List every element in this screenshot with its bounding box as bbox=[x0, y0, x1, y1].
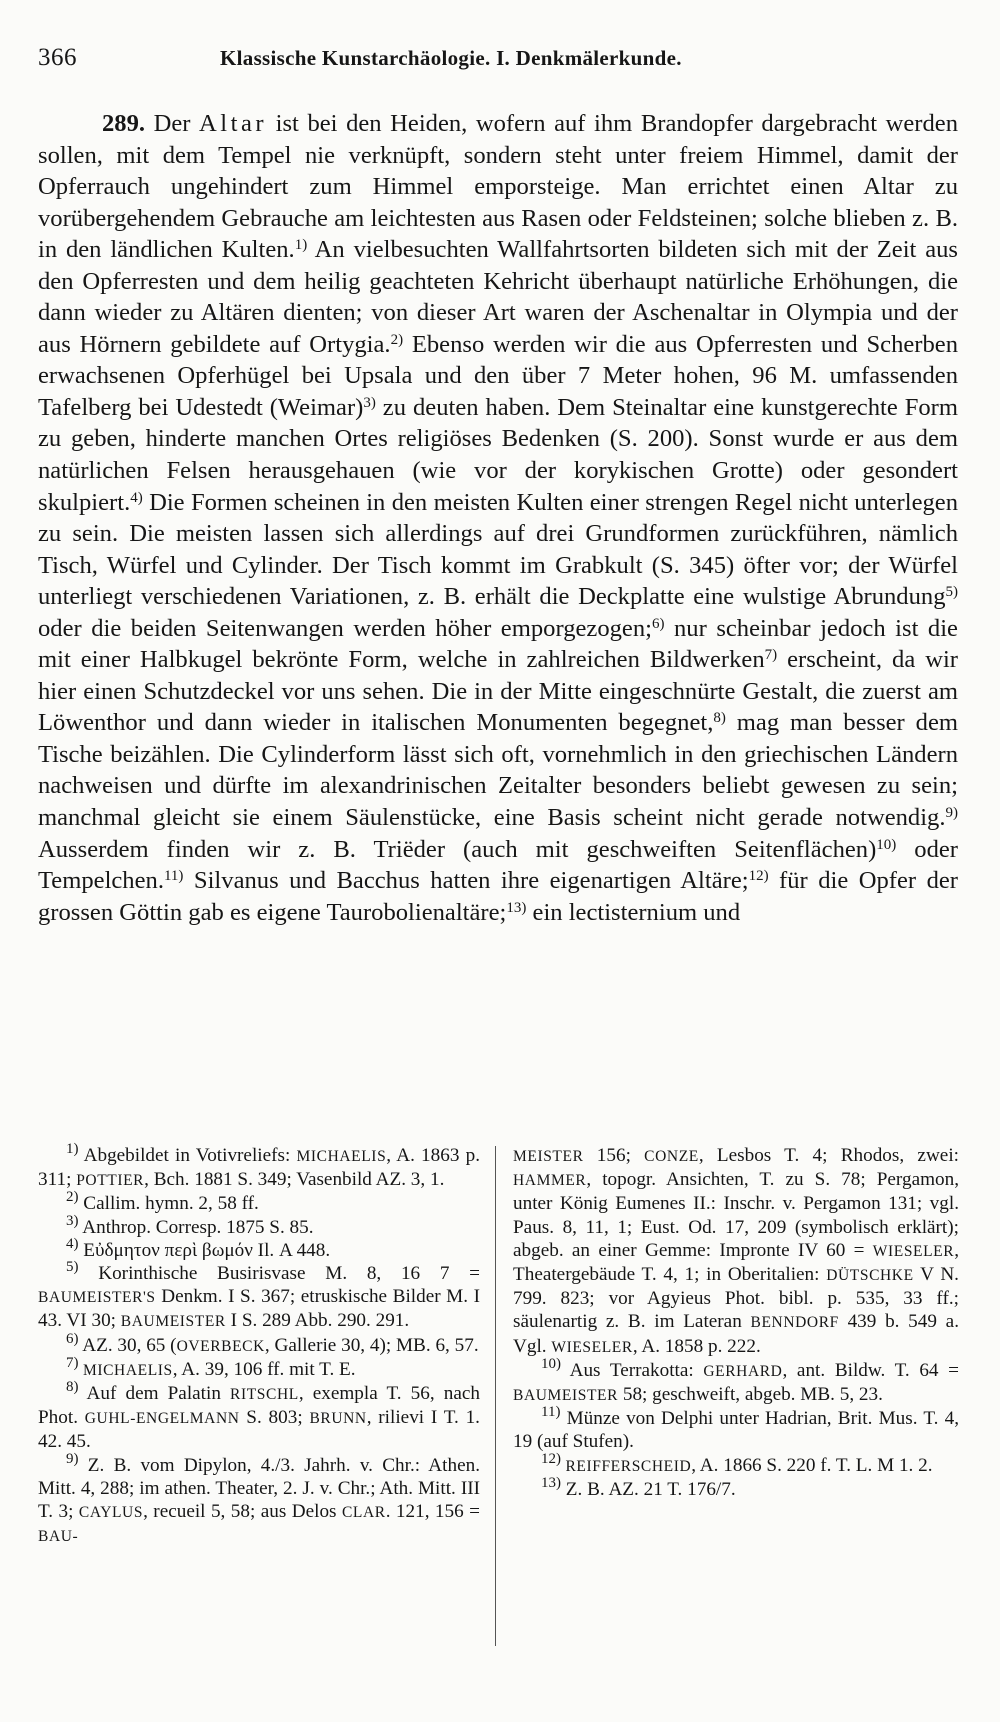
text-run: S. 803; bbox=[239, 1407, 310, 1429]
text-run: nur scheinbar jedoch ist die mit einer Halbkugel bekrönte Form, welche in zahlreichen Bildwerken bbox=[38, 614, 958, 674]
text-run: Silvanus und Bacchus hatten ihre eigenartigen Altäre; bbox=[183, 867, 749, 895]
footnote-12 bbox=[513, 1450, 959, 1478]
text-run: V N. 799. 823; vor Agyieus Phot. bibl. p. 535, 33 ff.; säulenartig z. B. im Lateran bbox=[513, 1264, 959, 1333]
text-run: , exempla T. 56, nach Phot. bbox=[38, 1383, 480, 1429]
main-text bbox=[38, 108, 958, 928]
author-name: CLAR bbox=[341, 1504, 386, 1522]
text-run: , Bch. 1881 S. 349; Vasenbild AZ. 3, 1. bbox=[144, 1169, 445, 1191]
text-run: zu deuten haben. Dem Steinaltar eine kunstgerechte Form zu geben, hinderte manchen Ortes religiöses Bedenken (S. 200). Sonst wurde er aus dem natürlichen Felsen herausgehauen (wie vor der korykischen Grotte) oder gesondert skulpiert. bbox=[38, 393, 958, 516]
text-run: , ant. Bildw. T. 64 = bbox=[782, 1359, 959, 1381]
text-run: , rilievi I T. 1. 42. 45. bbox=[38, 1407, 480, 1453]
footnotes bbox=[38, 1141, 960, 1664]
text-run: , A. 1863 p. 311; bbox=[38, 1145, 480, 1191]
footnote-9-continued bbox=[513, 1144, 959, 1359]
column-divider bbox=[495, 1146, 496, 1646]
author-name: DÜTSCHKE bbox=[826, 1267, 914, 1285]
footnote-mark: 11) bbox=[541, 1404, 561, 1421]
footnote-ref[interactable]: 2) bbox=[390, 331, 404, 348]
text-run: oder Tempelchen. bbox=[38, 835, 958, 895]
paragraph-289 bbox=[38, 108, 958, 928]
emphasized-term: Altar bbox=[199, 110, 268, 137]
text-run: Der bbox=[145, 110, 200, 137]
text-run: Denkm. I S. 367; etruskische Bilder M. I 43. VI 30; bbox=[38, 1286, 480, 1332]
text-run: I S. 289 Abb. 290. 291. bbox=[225, 1310, 410, 1332]
text-run: Εὐδμητον περὶ βωμόν Il. Α 448. bbox=[78, 1239, 331, 1261]
text-run: An vielbesuchten Wallfahrtsorten bildeten sich mit der Zeit aus den Opferresten und dem heilig geachteten Kehricht überhaupt natürliche Erhöhungen, die dann wieder zu Altären dienten; von dieser Art waren der Aschenaltar in Olympia und der aus Hörnern gebildete auf Ortygia. bbox=[38, 236, 958, 358]
text-run: oder die beiden Seitenwangen werden höher emporgezogen; bbox=[38, 614, 652, 642]
text-run: 439 b. 549 a. Vgl. bbox=[513, 1311, 959, 1357]
text-run: , A. 1858 p. 222. bbox=[632, 1335, 761, 1357]
text-run: 58; geschweift, abgeb. MB. 5, 23. bbox=[618, 1384, 883, 1406]
text-run: Auf dem Palatin bbox=[78, 1383, 231, 1405]
footnote-10 bbox=[513, 1355, 959, 1407]
page-number: 366 bbox=[38, 44, 77, 71]
text-run: Anthrop. Corresp. 1875 S. 85. bbox=[78, 1216, 314, 1238]
author-name: BRUNN bbox=[309, 1410, 367, 1428]
author-name: CONZE bbox=[644, 1148, 699, 1165]
author-name: OVERBECK bbox=[176, 1337, 265, 1355]
footnote-mark: 4) bbox=[66, 1235, 79, 1252]
author-name: REIFFERSCHEID bbox=[561, 1457, 692, 1475]
footnotes-right-column bbox=[513, 1144, 959, 1501]
footnote-7 bbox=[38, 1354, 480, 1382]
footnote-mark: 3) bbox=[66, 1212, 79, 1229]
footnote-ref[interactable]: 1) bbox=[294, 237, 308, 254]
author-name: GUHL-ENGELMANN bbox=[84, 1410, 240, 1428]
footnote-8 bbox=[38, 1379, 480, 1454]
text-run: ein lectisternium und bbox=[526, 898, 741, 926]
footnote-mark: 5) bbox=[66, 1259, 79, 1276]
author-name: BAUMEISTER bbox=[513, 1387, 619, 1405]
text-run: , A. 1866 S. 220 f. T. L. M 1. 2. bbox=[691, 1454, 933, 1476]
footnote-mark: 2) bbox=[66, 1189, 79, 1206]
text-run: AZ. 30, 65 ( bbox=[78, 1334, 177, 1356]
footnote-mark: 8) bbox=[66, 1379, 79, 1396]
text-run: für die Opfer der grossen Göttin gab es eigene Taurobolienaltäre; bbox=[38, 867, 958, 926]
text-run: Ebenso werden wir die aus Opferresten und Scherben erwachsenen Opferhügel bei Upsala und den über 7 Meter hohen, 96 M. umfassenden Tafelberg bei Udestedt (Weimar) bbox=[38, 330, 958, 421]
footnote-mark: 9) bbox=[66, 1450, 79, 1467]
section-number: 289. bbox=[102, 110, 146, 137]
author-name: MICHAELIS bbox=[78, 1361, 173, 1379]
footnote-1 bbox=[38, 1141, 480, 1192]
footnotes-left-column bbox=[38, 1141, 480, 1548]
footnote-ref[interactable]: 8) bbox=[713, 710, 726, 727]
text-run: Z. B. AZ. 21 T. 176/7. bbox=[561, 1478, 736, 1500]
footnote-mark: 12) bbox=[541, 1450, 561, 1467]
text-run: , A. 39, 106 ff. mit T. E. bbox=[172, 1358, 356, 1380]
footnote-3 bbox=[38, 1212, 480, 1239]
page-header bbox=[38, 44, 958, 84]
footnote-9 bbox=[38, 1450, 480, 1549]
text-run: Callim. hymn. 2, 58 ff. bbox=[78, 1193, 259, 1215]
author-name: BAU- bbox=[38, 1528, 79, 1546]
text-run: , Theatergebäude T. 4, 1; in Oberitalien: bbox=[513, 1239, 959, 1286]
footnote-ref[interactable]: 11) bbox=[163, 868, 184, 885]
footnote-ref[interactable]: 5) bbox=[945, 584, 958, 601]
footnote-ref[interactable]: 4) bbox=[130, 489, 143, 506]
text-run: 156; bbox=[583, 1145, 645, 1166]
text-run: Aus Terrakotta: bbox=[561, 1359, 704, 1381]
text-run: erscheint, da wir hier einen Schutzdeckel vor uns sehen. Die in der Mitte eingeschnürte Gestalt, die zuerst am Löwenthor und dann wieder in italischen Monumenten begegnet, bbox=[38, 646, 959, 737]
text-run: , topogr. Ansichten, T. zu S. 78; Pergamon, unter König Eumenes II.: Inschr. v. Pergamon 131; vgl. Paus. 8, 11, 1; Eust. Od. 17, 209 (symbolisch erklärt); abgeb. an einer Gemme: Impronte IV 60 = bbox=[513, 1169, 959, 1261]
author-name: GERHARD bbox=[703, 1362, 783, 1380]
text-run: ist bei den Heiden, wofern auf ihm Brandopfer dargebracht werden sollen, mit dem Tempel nie verknüpft, sondern steht unter freiem Himmel, damit der Opferrauch ungehindert zum Himmel emporsteige. Man errichtet einen Altar zu vorübergehendem Gebrauche am leichtesten aus Rasen oder Feldsteinen; solche blieben z. B. in den ländlichen Kulten. bbox=[38, 110, 958, 264]
text-run: . 121, 156 = bbox=[385, 1501, 480, 1523]
text-run: , recueil 5, 58; aus Delos bbox=[143, 1501, 342, 1523]
footnote-4 bbox=[38, 1235, 480, 1262]
author-name: RITSCHL bbox=[230, 1386, 299, 1404]
footnote-ref[interactable]: 9) bbox=[945, 805, 958, 822]
footnote-13 bbox=[513, 1474, 959, 1501]
text-run: mag man besser dem Tische beizählen. Die Cylinderform lässt sich oft, vornehmlich in den griechischen Ländern nachweisen und dürfte im alexandrinischen Zeitalter besonders beliebt gewesen zu sein; manchmal gleicht sie einem Säulenstücke, eine Basis scheint nicht gerade notwendig. bbox=[38, 709, 958, 832]
author-name: BENNDORF bbox=[750, 1314, 839, 1332]
author-name: WIESELER bbox=[872, 1242, 955, 1260]
footnote-11 bbox=[513, 1404, 959, 1453]
footnote-mark: 13) bbox=[541, 1474, 561, 1491]
author-name: MICHAELIS bbox=[296, 1148, 387, 1165]
footnote-mark: 10) bbox=[541, 1355, 561, 1372]
text-run: Abgebildet in Votivreliefs: bbox=[78, 1145, 297, 1166]
author-name: BAUMEISTER bbox=[120, 1313, 226, 1331]
author-name: CAYLUS bbox=[78, 1504, 144, 1522]
author-name: HAMMER bbox=[513, 1172, 587, 1190]
footnote-5 bbox=[38, 1259, 480, 1334]
footnote-6 bbox=[38, 1330, 480, 1358]
author-name: POTTIER bbox=[76, 1172, 145, 1190]
footnote-mark: 1) bbox=[66, 1141, 79, 1157]
footnote-ref[interactable]: 6) bbox=[651, 615, 665, 632]
text-run: Die Formen scheinen in den meisten Kulten einer strengen Regel nicht unterlegen zu sein. Die meisten lassen sich allerdings auf drei Grundformen zurückführen, nämlich Tisch, Würfel und Cylinder. Der Tisch kommt im Grabkult (S. 345) öfter vor; der Würfel unterliegt verschiedenen Variationen, z. B. erhält die Deckplatte eine wulstige Abrundung bbox=[38, 488, 958, 611]
footnote-ref[interactable]: 7) bbox=[764, 647, 778, 664]
text-run: Korinthische Busirisvase M. 8, 16 7 = bbox=[78, 1263, 480, 1285]
author-name: BAUMEISTER'S bbox=[38, 1289, 156, 1307]
text-run: Münze von Delphi unter Hadrian, Brit. Mus. T. 4, 19 (auf Stufen). bbox=[513, 1408, 959, 1453]
text-run: , Gallerie 30, 4); MB. 6, 57. bbox=[264, 1334, 479, 1356]
footnote-ref[interactable]: 10) bbox=[876, 836, 897, 853]
footnote-2 bbox=[38, 1189, 480, 1215]
footnote-mark: 7) bbox=[66, 1354, 79, 1371]
footnote-ref[interactable]: 13) bbox=[506, 899, 527, 916]
text-run: , Lesbos T. 4; Rhodos, zwei: bbox=[698, 1145, 959, 1166]
footnote-mark: 6) bbox=[66, 1330, 79, 1347]
footnote-ref[interactable]: 12) bbox=[748, 868, 769, 885]
author-name: WIESELER bbox=[551, 1338, 633, 1356]
footnote-ref[interactable]: 3) bbox=[363, 394, 376, 411]
text-run: Z. B. vom Dipylon, 4./3. Jahrh. v. Chr.: Athen. Mitt. 4, 288; im athen. Theater, 2. J. v. Chr.; Ath. Mitt. III T. 3; bbox=[38, 1454, 480, 1523]
author-name: MEISTER bbox=[513, 1148, 584, 1165]
text-run: Ausserdem finden wir z. B. Triëder (auch mit geschweiften Seitenflächen) bbox=[38, 835, 877, 863]
running-title: Klassische Kunstarchäologie. I. Denkmälerkunde. bbox=[220, 46, 682, 70]
